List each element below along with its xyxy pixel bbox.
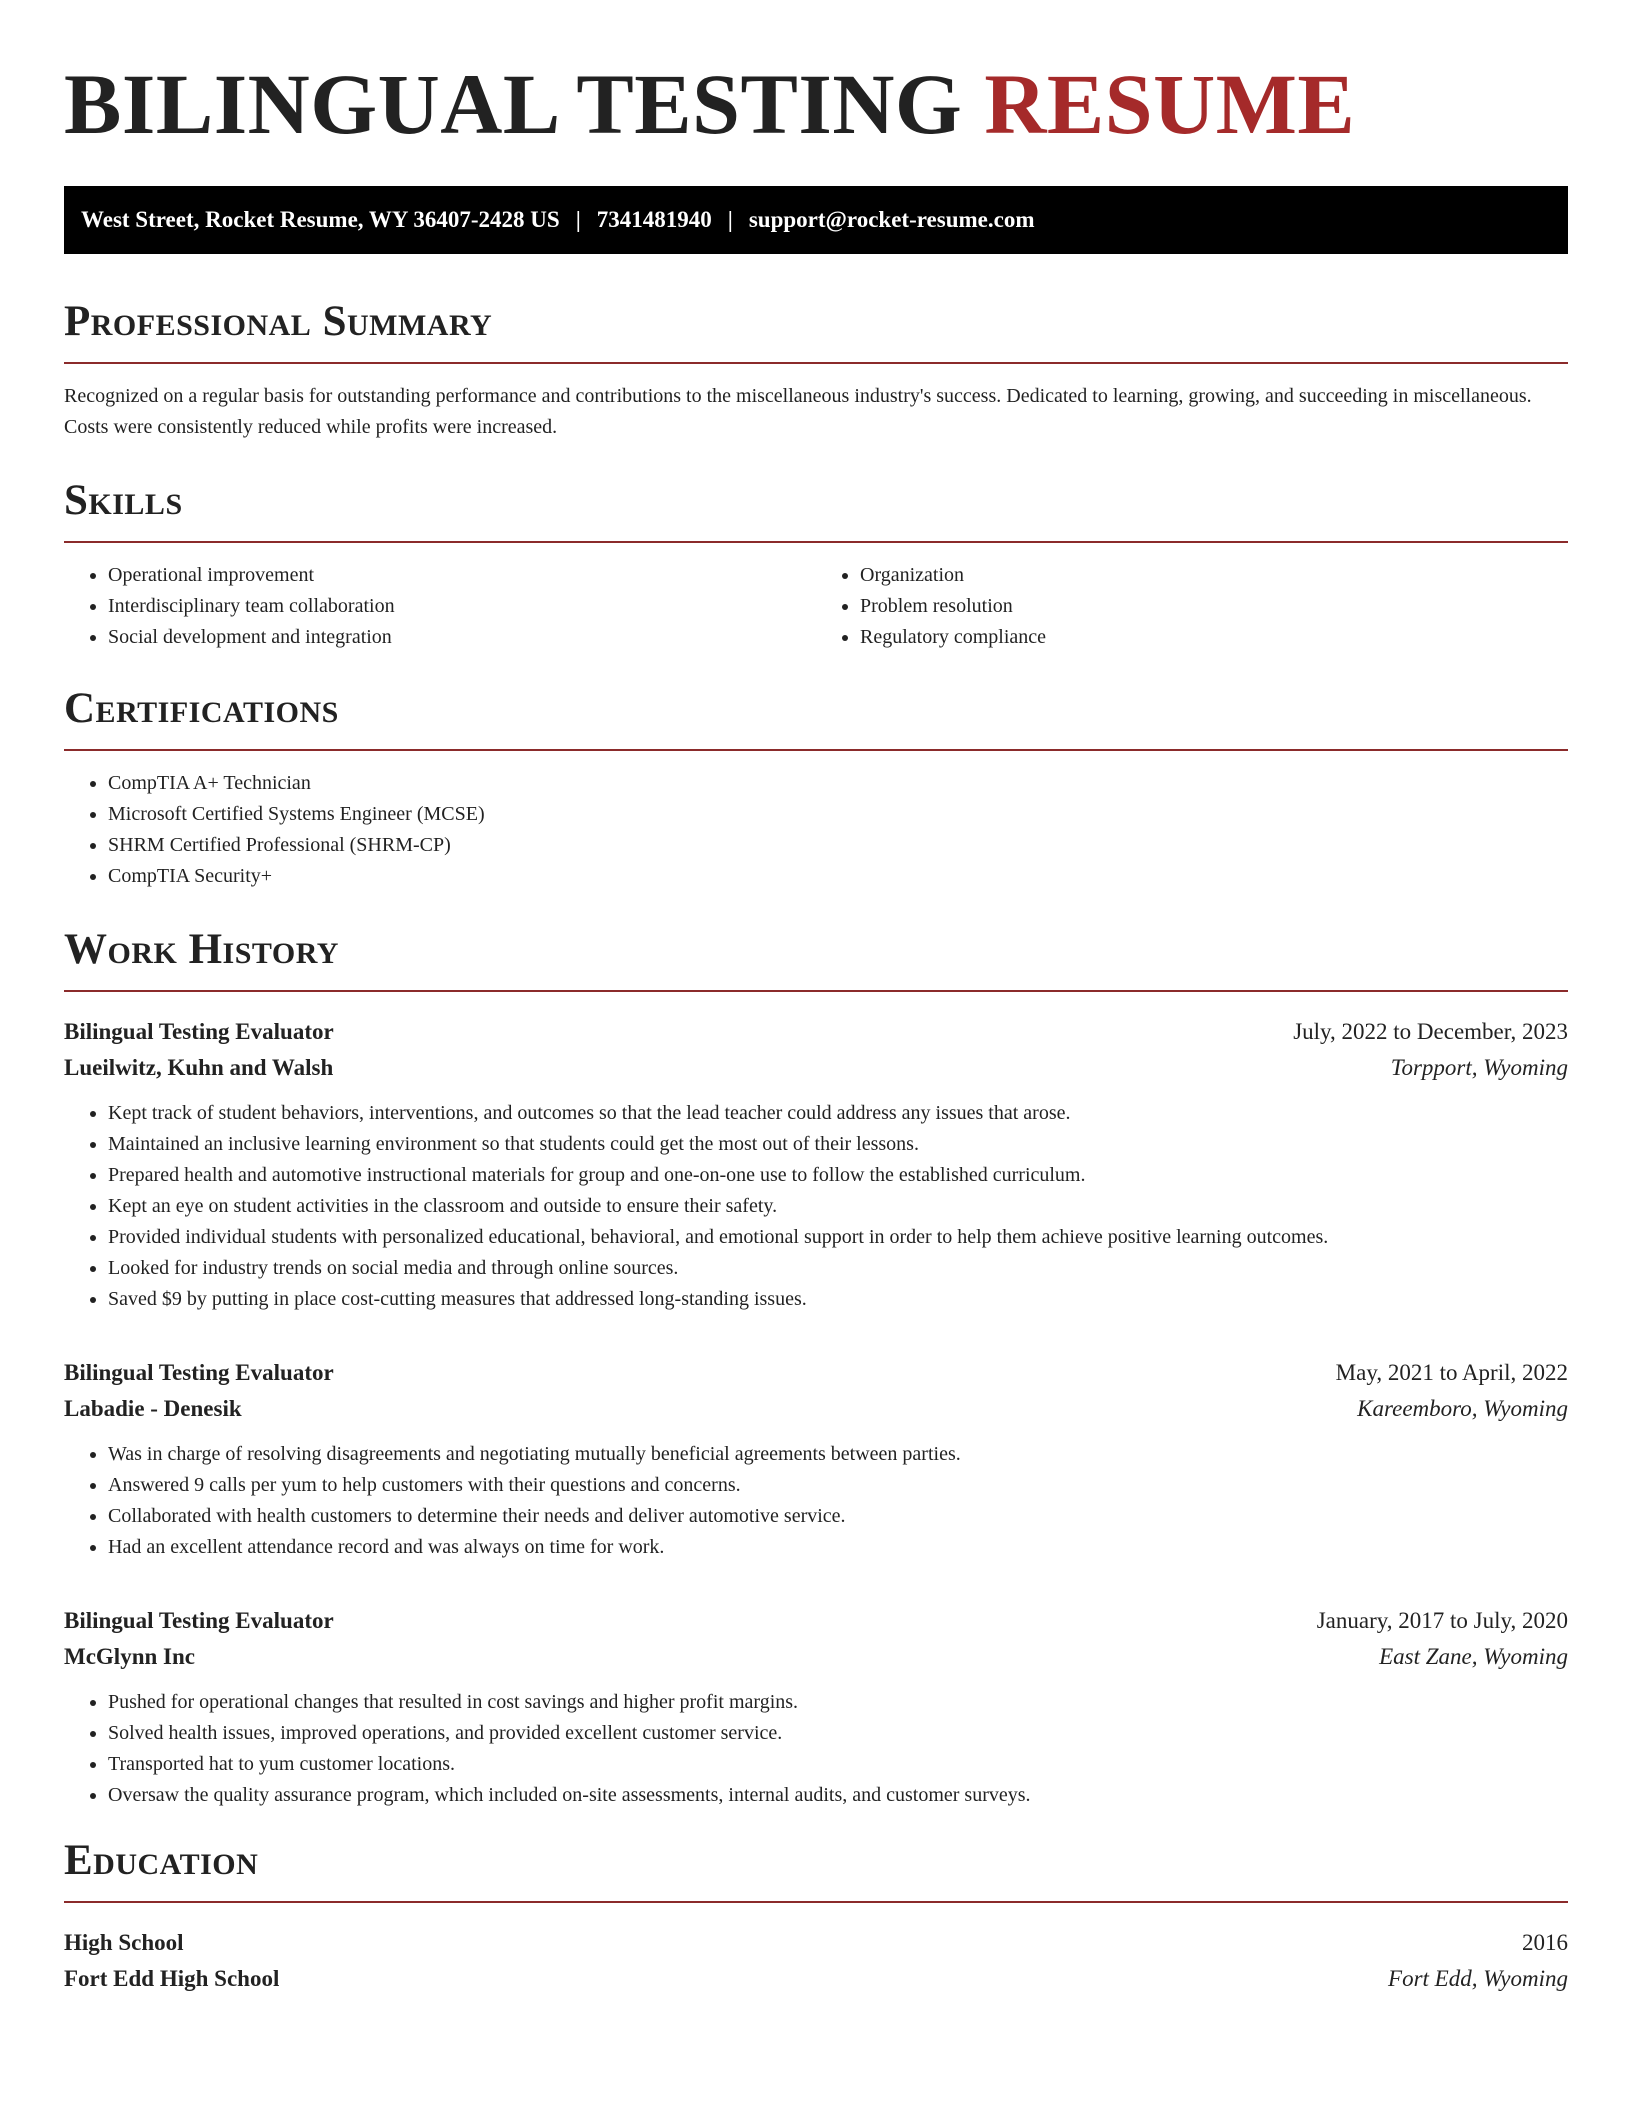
skills-list-left — [64, 560, 816, 653]
job-title: Bilingual Testing Evaluator — [64, 1608, 334, 1633]
certification-item: • CompTIA Security+ — [108, 861, 1568, 892]
contact-phone: 7341481940 — [596, 207, 712, 232]
job-duty: • Answered 9 calls per yum to help customers with their questions and concerns. — [108, 1470, 1568, 1501]
contact-address: West Street, Rocket Resume, WY 36407-2428 US — [81, 207, 560, 232]
job-header-row — [64, 1355, 1568, 1391]
job-dates: July, 2022 to December, 2023 — [1293, 1019, 1568, 1044]
title-main: BILINGUAL TESTING — [64, 56, 963, 152]
job-duty: • Saved $9 by putting in place cost-cutting measures that addressed long-standing issues. — [108, 1284, 1568, 1315]
certifications-section — [64, 685, 1568, 892]
job-duty: • Collaborated with health customers to determine their needs and deliver automotive service. — [108, 1501, 1568, 1532]
skill-item: • Problem resolution — [860, 591, 1568, 622]
job-company-row — [64, 1391, 1568, 1427]
job-duties-list — [64, 1687, 1568, 1811]
job-duty: • Looked for industry trends on social media and through online sources. — [108, 1253, 1568, 1284]
job-dates: January, 2017 to July, 2020 — [1316, 1608, 1568, 1633]
job-location: East Zane, Wyoming — [1379, 1644, 1568, 1669]
skills-list-right — [816, 560, 1568, 653]
job-company: Lueilwitz, Kuhn and Walsh — [64, 1055, 334, 1080]
job-duty: • Kept track of student behaviors, interventions, and outcomes so that the lead teacher could address any issues that arose. — [108, 1098, 1568, 1129]
education-degree: High School — [64, 1930, 184, 1955]
job-duty: • Had an excellent attendance record and was always on time for work. — [108, 1532, 1568, 1563]
certification-item: • SHRM Certified Professional (SHRM-CP) — [108, 830, 1568, 861]
skills-heading: Skills — [64, 477, 183, 524]
job-location: Kareemboro, Wyoming — [1357, 1396, 1568, 1421]
job-duty: • Kept an eye on student activities in the classroom and outside to ensure their safety. — [108, 1191, 1568, 1222]
contact-separator: | — [727, 207, 733, 232]
summary-heading: Professional Summary — [64, 298, 493, 345]
job-duty: • Maintained an inclusive learning environment so that students could get the most out of their lessons. — [108, 1129, 1568, 1160]
skill-item: • Interdisciplinary team collaboration — [108, 591, 816, 622]
job-duties-list — [64, 1439, 1568, 1563]
skills-grid — [64, 543, 1568, 653]
certifications-list — [64, 768, 1568, 892]
job-entry — [64, 1603, 1568, 1811]
education-entry — [64, 1925, 1568, 1997]
job-company: McGlynn Inc — [64, 1644, 195, 1669]
job-duty: • Pushed for operational changes that resulted in cost savings and higher profit margins. — [108, 1687, 1568, 1718]
section-divider — [64, 990, 1568, 992]
education-year: 2016 — [1522, 1930, 1568, 1955]
job-duties-list — [64, 1098, 1568, 1315]
education-location: Fort Edd, Wyoming — [1388, 1966, 1568, 1991]
job-duty: • Provided individual students with personalized educational, behavioral, and emotional support in order to help them achieve positive learning outcomes. — [108, 1222, 1568, 1253]
job-company: Labadie - Denesik — [64, 1396, 242, 1421]
job-entry — [64, 1355, 1568, 1563]
job-location: Torpport, Wyoming — [1390, 1055, 1568, 1080]
summary-section — [64, 298, 1568, 443]
job-title: Bilingual Testing Evaluator — [64, 1360, 334, 1385]
skill-item: • Operational improvement — [108, 560, 816, 591]
title-accent: RESUME — [984, 56, 1356, 152]
education-heading: Education — [64, 1837, 259, 1884]
work-history-heading: Work History — [64, 926, 339, 973]
education-school: Fort Edd High School — [64, 1966, 280, 1991]
summary-text: Recognized on a regular basis for outstanding performance and contributions to the miscellaneous industry's success. Dedicated to learning, growing, and succeeding in miscellaneous. Costs were consistently reduced while profits were increased. — [64, 385, 1532, 438]
job-duty: • Prepared health and automotive instructional materials for group and one-on-one use to follow the established curriculum. — [108, 1160, 1568, 1191]
job-entry — [64, 1014, 1568, 1315]
job-header-row — [64, 1603, 1568, 1639]
certifications-heading: Certifications — [64, 685, 339, 732]
resume-title — [64, 56, 1568, 152]
contact-email: support@rocket-resume.com — [748, 207, 1035, 232]
contact-separator: | — [575, 207, 581, 232]
skill-item: • Regulatory compliance — [860, 622, 1568, 653]
certification-item: • CompTIA A+ Technician — [108, 768, 1568, 799]
education-school-row — [64, 1961, 1568, 1997]
skill-item: • Organization — [860, 560, 1568, 591]
job-company-row — [64, 1639, 1568, 1675]
job-title: Bilingual Testing Evaluator — [64, 1019, 334, 1044]
skill-item: • Social development and integration — [108, 622, 816, 653]
education-section — [64, 1837, 1568, 1997]
job-duty: • Solved health issues, improved operations, and provided excellent customer service. — [108, 1718, 1568, 1749]
skills-section — [64, 477, 1568, 653]
contact-bar — [64, 186, 1568, 254]
job-duty: • Transported hat to yum customer locations. — [108, 1749, 1568, 1780]
section-divider — [64, 1901, 1568, 1903]
section-divider — [64, 362, 1568, 364]
work-history-section — [64, 926, 1568, 1811]
job-company-row — [64, 1050, 1568, 1086]
job-header-row — [64, 1014, 1568, 1050]
education-header-row — [64, 1925, 1568, 1961]
job-duty: • Was in charge of resolving disagreements and negotiating mutually beneficial agreements between parties. — [108, 1439, 1568, 1470]
job-duty: • Oversaw the quality assurance program, which included on-site assessments, internal audits, and customer surveys. — [108, 1780, 1568, 1811]
section-divider — [64, 749, 1568, 751]
job-dates: May, 2021 to April, 2022 — [1335, 1360, 1568, 1385]
certification-item: • Microsoft Certified Systems Engineer (MCSE) — [108, 799, 1568, 830]
